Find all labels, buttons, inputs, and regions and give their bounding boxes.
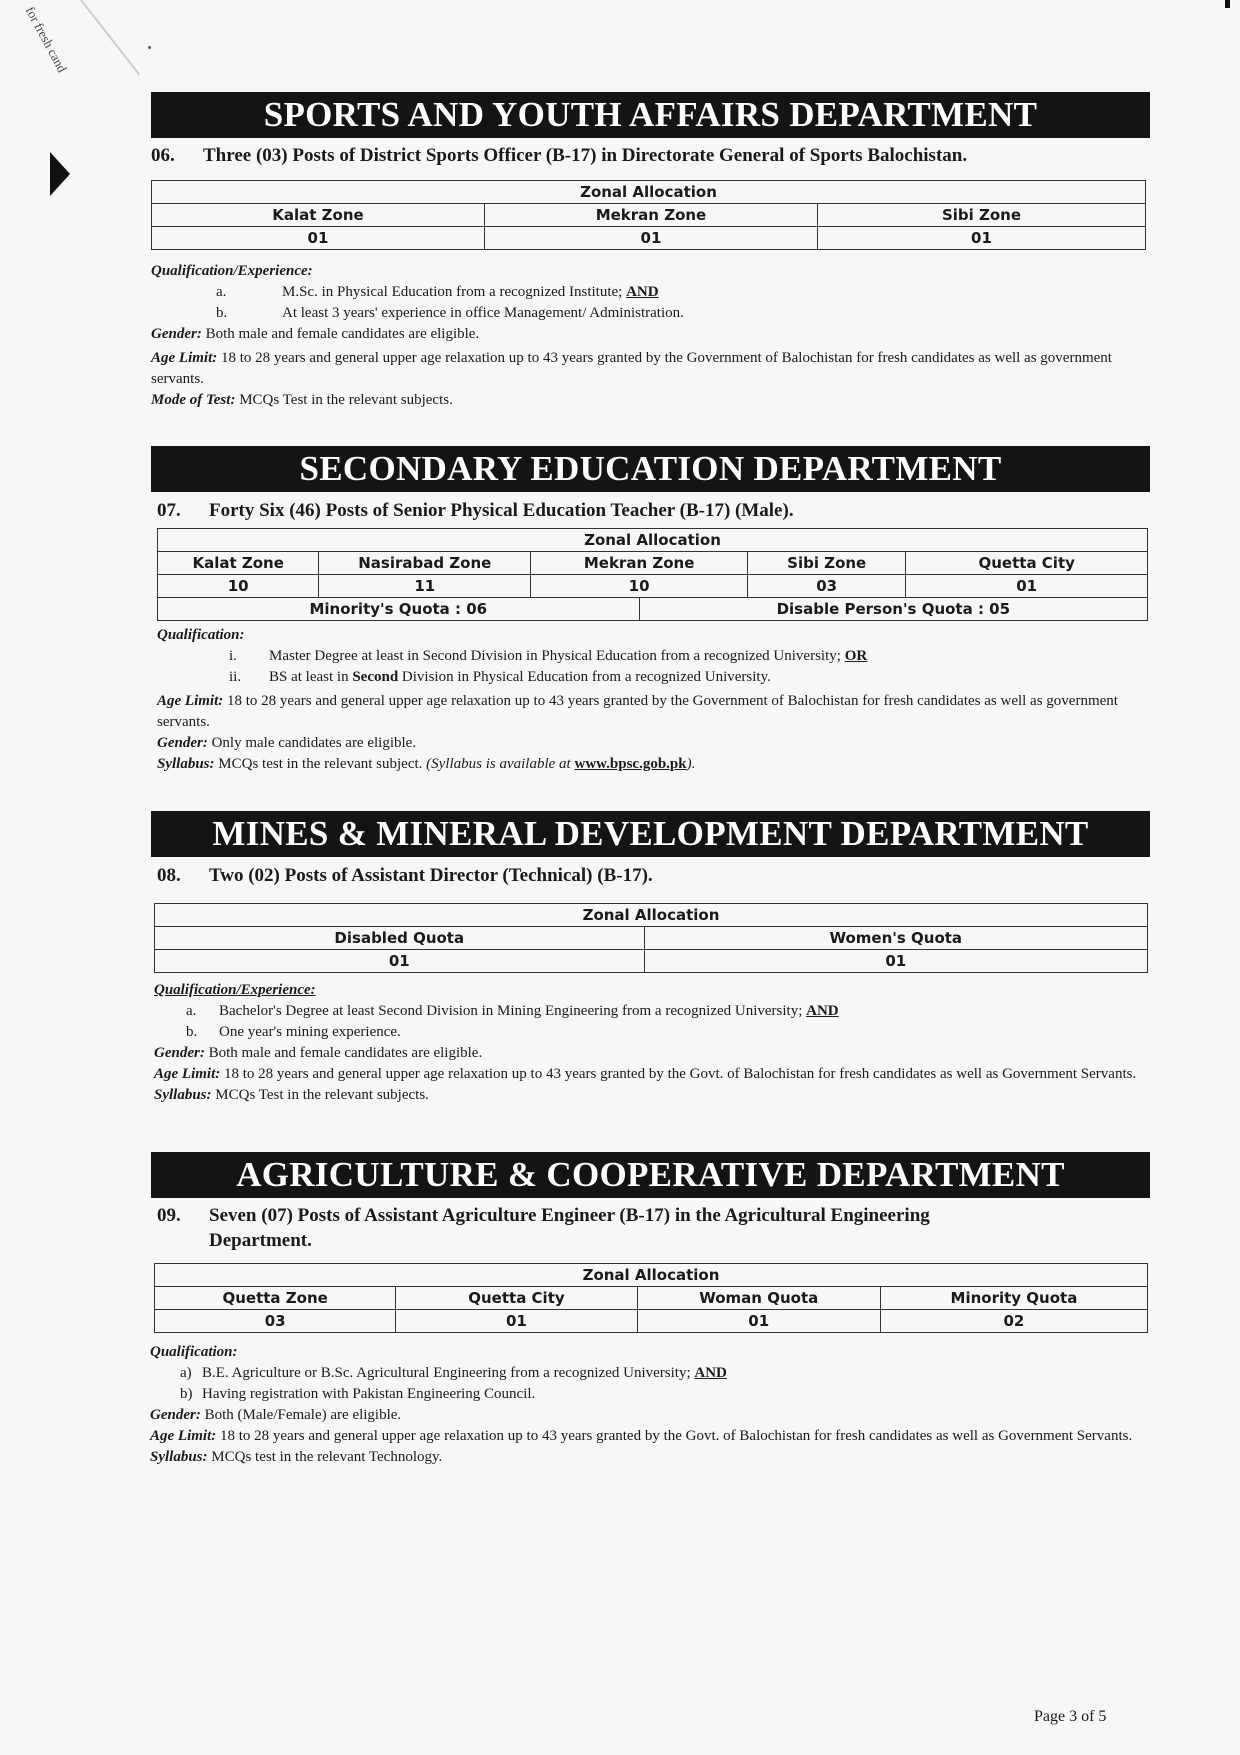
- syllabus-text: MCQs test in the relevant subject.: [218, 756, 423, 772]
- mode-of-test-label: Mode of Test:: [151, 392, 236, 408]
- table-cell: 01: [396, 1310, 637, 1333]
- qualification-label: Qualification/Experience:: [154, 982, 316, 998]
- table-cell: 01: [637, 1310, 880, 1333]
- table-caption: Zonal Allocation: [155, 904, 1148, 927]
- age-limit-text: 18 to 28 years and general upper age relaxation up to 43 years granted by the Govt. of Balochistan for fresh candidates as well as Government Servants.: [220, 1428, 1133, 1444]
- list-marker: i.: [229, 648, 237, 664]
- gender-text: Both male and female candidates are eligible.: [208, 1045, 483, 1061]
- table-header: Kalat Zone: [152, 204, 485, 227]
- post-title-line2: Department.: [209, 1230, 312, 1251]
- age-limit-text: 18 to 28 years and general upper age relaxation up to 43 years granted by the Government of Balochistan for fresh candidates as well as government servants.: [157, 693, 1118, 730]
- post-heading-06: [151, 143, 967, 168]
- list-marker: b.: [216, 305, 228, 321]
- details-08: [154, 980, 1149, 1106]
- list-text: Bachelor's Degree at least Second Division in Mining Engineering from a recognized University;: [219, 1003, 803, 1019]
- table-header: Kalat Zone: [158, 552, 319, 575]
- zonal-allocation-table-08: [154, 903, 1148, 973]
- post-title: Two (02) Posts of Assistant Director (Technical) (B-17).: [209, 865, 653, 886]
- list-text: Division in Physical Education from a recognized University.: [401, 669, 771, 685]
- list-text: BS at least in: [269, 669, 349, 685]
- table-header: Quetta City: [396, 1287, 637, 1310]
- gender-label: Gender:: [150, 1407, 201, 1423]
- table-cell: 01: [817, 227, 1145, 250]
- gender-label: Gender:: [157, 735, 208, 751]
- post-title: Three (03) Posts of District Sports Officer (B-17) in Directorate General of Sports Balochistan.: [203, 145, 968, 166]
- table-header: Mekran Zone: [531, 552, 748, 575]
- mode-of-test-text: MCQs Test in the relevant subjects.: [239, 392, 453, 408]
- post-heading-09: [157, 1203, 930, 1253]
- post-title: Forty Six (46) Posts of Senior Physical Education Teacher (B-17) (Male).: [209, 500, 794, 521]
- post-number: 06.: [151, 145, 175, 166]
- qualification-label: Qualification:: [150, 1344, 238, 1360]
- list-suffix: AND: [806, 1003, 839, 1019]
- qualification-label: Qualification/Experience:: [151, 263, 313, 279]
- table-header: Quetta City: [906, 552, 1148, 575]
- age-limit-label: Age Limit:: [151, 350, 218, 366]
- table-header: Woman Quota: [637, 1287, 880, 1310]
- gender-text: Both male and female candidates are eligible.: [205, 326, 480, 342]
- list-marker: ii.: [229, 669, 242, 685]
- list-marker: b): [180, 1386, 193, 1402]
- fold-line: [80, 0, 140, 75]
- list-item: [157, 667, 1149, 688]
- table-cell: 03: [748, 575, 906, 598]
- page-number: Page 3 of 5: [1034, 1708, 1107, 1725]
- table-cell: 03: [155, 1310, 396, 1333]
- list-marker: a.: [186, 1003, 197, 1019]
- list-text: B.E. Agriculture or B.Sc. Agricultural Engineering from a recognized University;: [202, 1365, 691, 1381]
- age-limit-label: Age Limit:: [150, 1428, 217, 1444]
- table-header: Mekran Zone: [484, 204, 817, 227]
- table-header: Sibi Zone: [748, 552, 906, 575]
- syllabus-label: Syllabus:: [150, 1449, 208, 1465]
- details-07: [157, 625, 1149, 775]
- table-cell: 01: [155, 950, 645, 973]
- list-item: [151, 303, 1149, 324]
- syllabus-note: (Syllabus is available at: [426, 756, 571, 772]
- table-header: Quetta Zone: [155, 1287, 396, 1310]
- department-banner-mines: MINES & MINERAL DEVELOPMENT DEPARTMENT: [151, 811, 1150, 857]
- list-text-bold: Second: [352, 669, 399, 685]
- qualification-label: Qualification:: [157, 627, 245, 643]
- age-limit-text: 18 to 28 years and general upper age relaxation up to 43 years granted by the Government of Balochistan for fresh candidates as well as government servants.: [151, 350, 1112, 387]
- syllabus-text: MCQs Test in the relevant subjects.: [215, 1087, 429, 1103]
- zonal-allocation-table-09: [154, 1263, 1148, 1333]
- corner-mark: [1225, 0, 1230, 8]
- table-caption: Zonal Allocation: [158, 529, 1148, 552]
- details-09: [150, 1342, 1150, 1468]
- table-header: Women's Quota: [644, 927, 1147, 950]
- list-suffix: AND: [626, 284, 659, 300]
- list-item: [154, 1001, 1149, 1022]
- list-text: Master Degree at least in Second Division in Physical Education from a recognized University;: [269, 648, 841, 664]
- post-heading-08: [157, 863, 653, 888]
- table-caption: Zonal Allocation: [155, 1264, 1148, 1287]
- table-cell: 11: [319, 575, 531, 598]
- syllabus-label: Syllabus:: [157, 756, 215, 772]
- table-cell: 10: [158, 575, 319, 598]
- list-item: [150, 1363, 1150, 1384]
- table-header: Disabled Quota: [155, 927, 645, 950]
- table-header: Nasirabad Zone: [319, 552, 531, 575]
- list-item: [151, 282, 1149, 303]
- table-cell: 02: [880, 1310, 1147, 1333]
- department-banner-sports: SPORTS AND YOUTH AFFAIRS DEPARTMENT: [151, 92, 1150, 138]
- list-marker: b.: [186, 1024, 198, 1040]
- syllabus-note-close: ).: [686, 756, 696, 772]
- post-number: 09.: [157, 1205, 181, 1226]
- gender-text: Both (Male/Female) are eligible.: [204, 1407, 402, 1423]
- table-caption: Zonal Allocation: [152, 181, 1146, 204]
- list-text: M.Sc. in Physical Education from a recognized Institute;: [282, 284, 623, 300]
- age-limit-label: Age Limit:: [157, 693, 224, 709]
- table-header: Minority Quota: [880, 1287, 1147, 1310]
- gender-text: Only male candidates are eligible.: [211, 735, 417, 751]
- gender-label: Gender:: [154, 1045, 205, 1061]
- table-header: Sibi Zone: [817, 204, 1145, 227]
- age-limit-text: 18 to 28 years and general upper age relaxation up to 43 years granted by the Govt. of Balochistan for fresh candidates as well as Government Servants.: [224, 1066, 1137, 1082]
- list-marker: a.: [216, 284, 227, 300]
- zonal-allocation-table-06: [151, 180, 1146, 250]
- table-cell: 10: [531, 575, 748, 598]
- list-item: [154, 1022, 1149, 1043]
- details-06: [151, 261, 1149, 411]
- list-text: One year's mining experience.: [219, 1024, 401, 1040]
- table-cell: 01: [644, 950, 1147, 973]
- syllabus-label: Syllabus:: [154, 1087, 212, 1103]
- list-item: [157, 646, 1149, 667]
- syllabus-text: MCQs test in the relevant Technology.: [211, 1449, 443, 1465]
- age-limit-label: Age Limit:: [154, 1066, 221, 1082]
- department-banner-secondary-education: SECONDARY EDUCATION DEPARTMENT: [151, 446, 1150, 492]
- table-cell-minority-quota: Minority's Quota : 06: [158, 598, 640, 621]
- post-heading-07: [157, 498, 794, 523]
- scan-dot: [148, 46, 151, 49]
- table-cell: 01: [152, 227, 485, 250]
- post-number: 07.: [157, 500, 181, 521]
- list-item: [150, 1384, 1150, 1405]
- department-banner-agriculture: AGRICULTURE & COOPERATIVE DEPARTMENT: [151, 1152, 1150, 1198]
- gender-label: Gender:: [151, 326, 202, 342]
- margin-note: for fresh cand: [22, 4, 70, 75]
- list-marker: a): [180, 1365, 192, 1381]
- zonal-allocation-table-07: [157, 528, 1148, 621]
- table-cell-disable-quota: Disable Person's Quota : 05: [639, 598, 1147, 621]
- table-cell: 01: [906, 575, 1148, 598]
- fold-mark-triangle: [50, 152, 70, 196]
- list-text: At least 3 years' experience in office Management/ Administration.: [282, 305, 684, 321]
- list-suffix: AND: [694, 1365, 727, 1381]
- list-text: Having registration with Pakistan Engineering Council.: [202, 1386, 536, 1402]
- post-title-line1: Seven (07) Posts of Assistant Agriculture Engineer (B-17) in the Agricultural Engineering: [209, 1205, 930, 1226]
- post-number: 08.: [157, 865, 181, 886]
- syllabus-link[interactable]: www.bpsc.gob.pk: [574, 756, 687, 772]
- table-cell: 01: [484, 227, 817, 250]
- list-suffix: OR: [844, 648, 868, 664]
